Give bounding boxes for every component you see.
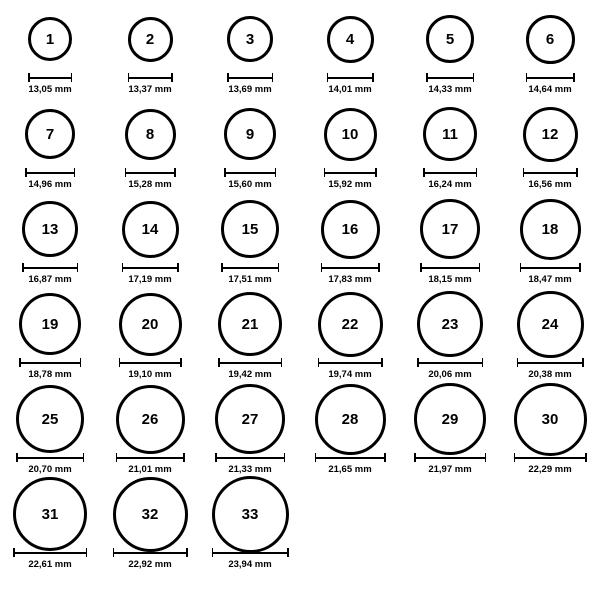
dimension-tick-right (579, 263, 581, 272)
dimension-tick-right (284, 453, 286, 462)
dimension-bar (426, 73, 474, 81)
diameter-value: 21,65 mm (328, 464, 372, 475)
dimension-tick-right (482, 358, 484, 367)
dimension-tick-right (582, 358, 584, 367)
dimension-bar (16, 453, 84, 461)
ring-circle (414, 383, 486, 455)
dimension-tick-left (218, 358, 220, 367)
ring-size-label: 22 (341, 315, 359, 333)
ring-circle (116, 385, 185, 454)
dimension-line (520, 267, 581, 269)
dimension-line (122, 267, 179, 269)
dimension-line (321, 267, 380, 269)
dimension-tick-left (420, 263, 422, 272)
dimension-tick-left (315, 453, 317, 462)
diameter-value: 20,70 mm (28, 464, 72, 475)
dimension-line (327, 77, 374, 79)
ring-size-label: 13 (41, 220, 59, 238)
dimension-tick-right (171, 73, 173, 82)
dimension-line (417, 362, 483, 364)
diameter-value: 14,64 mm (528, 84, 572, 95)
dimension-tick-left (324, 168, 326, 177)
dimension-line (221, 267, 279, 269)
dimension-tick-left (520, 263, 522, 272)
ring-circle-wrapper (116, 388, 185, 450)
ring-circle-wrapper (218, 293, 282, 355)
ring-circle-wrapper (28, 8, 72, 70)
ring-size-cell (500, 293, 600, 388)
dimension-bar (414, 453, 486, 461)
dimension-line (227, 77, 273, 79)
dimension-bar (212, 548, 289, 556)
dimension-line (212, 552, 289, 554)
dimension-tick-left (526, 73, 528, 82)
ring-size-cell (500, 198, 600, 293)
dimension-tick-right (384, 453, 386, 462)
ring-size-cell (100, 198, 200, 293)
ring-circle-wrapper (212, 483, 289, 545)
dimension-tick-left (16, 453, 18, 462)
ring-circle-wrapper (128, 8, 173, 70)
dimension-bar (128, 73, 173, 81)
dimension-tick-left (423, 168, 425, 177)
ring-size-cell (200, 293, 300, 388)
dimension-bar (517, 358, 584, 366)
dimension-tick-left (13, 548, 15, 557)
dimension-line (414, 457, 486, 459)
ring-circle-wrapper (227, 8, 273, 70)
diameter-value: 22,92 mm (128, 559, 172, 570)
ring-size-cell (200, 198, 300, 293)
ring-size-cell (100, 8, 200, 103)
dimension-bar (514, 453, 587, 461)
ring-size-cell (200, 8, 300, 103)
dimension-tick-left (122, 263, 124, 272)
ring-size-label: 15 (241, 220, 259, 238)
ring-size-cell (300, 388, 400, 483)
dimension-tick-right (375, 168, 377, 177)
ring-size-label: 3 (245, 30, 255, 48)
dimension-bar (321, 263, 380, 271)
dimension-tick-left (523, 168, 525, 177)
ring-circle (327, 16, 374, 63)
dimension-line (125, 172, 176, 174)
dimension-bar (423, 168, 477, 176)
dimension-tick-right (272, 73, 274, 82)
ring-size-label: 20 (141, 315, 159, 333)
ring-size-label: 5 (445, 30, 455, 48)
dimension-tick-right (186, 548, 188, 557)
ring-circle-wrapper (215, 388, 285, 450)
ring-circle (221, 200, 279, 258)
dimension-line (523, 172, 578, 174)
dimension-tick-left (321, 263, 323, 272)
dimension-line (13, 552, 87, 554)
dimension-tick-left (224, 168, 226, 177)
dimension-bar (324, 168, 377, 176)
diameter-value: 13,05 mm (28, 84, 72, 95)
dimension-tick-right (80, 358, 82, 367)
ring-circle (119, 293, 182, 356)
dimension-tick-right (287, 548, 289, 557)
ring-circle (523, 107, 578, 162)
dimension-tick-left (128, 73, 130, 82)
ring-circle (218, 292, 282, 356)
ring-size-label: 29 (441, 410, 459, 428)
dimension-tick-right (180, 358, 182, 367)
dimension-line (526, 77, 575, 79)
ring-circle (28, 17, 72, 61)
ring-circle-wrapper (19, 293, 81, 355)
ring-size-label: 16 (341, 220, 359, 238)
ring-size-cell (200, 388, 300, 483)
dimension-tick-right (86, 548, 88, 557)
dimension-tick-left (426, 73, 428, 82)
dimension-tick-right (378, 263, 380, 272)
ring-circle (321, 200, 380, 259)
ring-circle (16, 385, 84, 453)
ring-circle (25, 109, 75, 159)
dimension-tick-left (414, 453, 416, 462)
ring-size-label: 32 (141, 505, 159, 523)
ring-circle-wrapper (119, 293, 182, 355)
diameter-value: 17,19 mm (128, 274, 172, 285)
dimension-line (517, 362, 584, 364)
ring-size-cell (400, 103, 500, 198)
ring-size-cell (100, 388, 200, 483)
diameter-value: 13,37 mm (128, 84, 172, 95)
ring-circle-wrapper (414, 388, 486, 450)
dimension-line (19, 362, 81, 364)
dimension-line (324, 172, 377, 174)
ring-circle (417, 291, 483, 357)
dimension-bar (327, 73, 374, 81)
dimension-line (119, 362, 182, 364)
dimension-line (218, 362, 282, 364)
ring-circle-wrapper (221, 198, 279, 260)
ring-circle-wrapper (16, 388, 84, 450)
ring-circle (125, 109, 176, 160)
ring-size-cell (0, 198, 100, 293)
ring-size-label: 7 (45, 125, 55, 143)
ring-circle-wrapper (417, 293, 483, 355)
dimension-tick-left (119, 358, 121, 367)
diameter-value: 22,29 mm (528, 464, 572, 475)
diameter-value: 19,42 mm (228, 369, 272, 380)
dimension-bar (28, 73, 72, 81)
dimension-tick-left (327, 73, 329, 82)
ring-circle (315, 384, 386, 455)
ring-circle (215, 384, 285, 454)
diameter-value: 20,38 mm (528, 369, 572, 380)
ring-circle-wrapper (520, 198, 581, 260)
ring-size-cell (100, 103, 200, 198)
dimension-line (426, 77, 474, 79)
dimension-tick-right (473, 73, 475, 82)
diameter-value: 14,33 mm (428, 84, 472, 95)
diameter-value: 18,78 mm (28, 369, 72, 380)
ring-size-label: 6 (545, 30, 555, 48)
ring-circle-wrapper (13, 483, 87, 545)
dimension-line (113, 552, 188, 554)
dimension-line (116, 457, 185, 459)
dimension-bar (318, 358, 383, 366)
ring-circle-wrapper (523, 103, 578, 165)
ring-size-label: 28 (341, 410, 359, 428)
ring-size-cell (500, 103, 600, 198)
ring-size-label: 33 (241, 505, 259, 523)
ring-circle (526, 15, 575, 64)
ring-size-cell (400, 198, 500, 293)
dimension-bar (22, 263, 78, 271)
dimension-tick-right (573, 73, 575, 82)
dimension-tick-right (77, 263, 79, 272)
ring-size-cell (300, 8, 400, 103)
ring-circle-wrapper (315, 388, 386, 450)
dimension-tick-left (514, 453, 516, 462)
ring-size-cell (0, 293, 100, 388)
ring-size-label: 11 (442, 125, 458, 143)
ring-circle (227, 16, 273, 62)
ring-circle-wrapper (318, 293, 383, 355)
ring-size-cell (200, 103, 300, 198)
dimension-bar (218, 358, 282, 366)
dimension-tick-right (74, 168, 76, 177)
ring-circle (19, 293, 81, 355)
diameter-value: 22,61 mm (28, 559, 72, 570)
ring-size-label: 30 (541, 410, 559, 428)
dimension-tick-right (71, 73, 73, 82)
dimension-tick-left (215, 453, 217, 462)
ring-size-cell (200, 483, 300, 578)
ring-size-label: 18 (541, 220, 559, 238)
ring-size-label: 2 (145, 30, 155, 48)
dimension-line (315, 457, 386, 459)
dimension-tick-right (479, 263, 481, 272)
ring-circle-wrapper (423, 103, 477, 165)
ring-circle-wrapper (113, 483, 188, 545)
dimension-tick-left (221, 263, 223, 272)
ring-circle-wrapper (426, 8, 474, 70)
dimension-line (28, 77, 72, 79)
dimension-bar (113, 548, 188, 556)
diameter-value: 19,10 mm (128, 369, 172, 380)
ring-circle (520, 199, 581, 260)
dimension-line (215, 457, 285, 459)
dimension-tick-right (278, 263, 280, 272)
ring-circle (318, 292, 383, 357)
dimension-tick-left (113, 548, 115, 557)
dimension-bar (119, 358, 182, 366)
dimension-bar (224, 168, 276, 176)
dimension-tick-left (517, 358, 519, 367)
diameter-value: 18,15 mm (428, 274, 472, 285)
ring-circle-wrapper (125, 103, 176, 165)
dimension-tick-left (212, 548, 214, 557)
dimension-bar (315, 453, 386, 461)
dimension-tick-right (485, 453, 487, 462)
ring-circle-wrapper (420, 198, 480, 260)
ring-size-cell (400, 293, 500, 388)
dimension-tick-right (585, 453, 587, 462)
ring-size-label: 23 (441, 315, 459, 333)
ring-size-cell (300, 103, 400, 198)
ring-size-cell (100, 293, 200, 388)
ring-circle (514, 383, 587, 456)
ring-size-label: 1 (45, 30, 55, 48)
ring-circle (426, 15, 474, 63)
ring-circle-wrapper (514, 388, 587, 450)
dimension-tick-left (25, 168, 27, 177)
ring-circle-wrapper (327, 8, 374, 70)
dimension-tick-left (125, 168, 127, 177)
dimension-bar (116, 453, 185, 461)
ring-circle-wrapper (122, 198, 179, 260)
dimension-tick-left (19, 358, 21, 367)
ring-size-cell (0, 483, 100, 578)
dimension-tick-right (281, 358, 283, 367)
dimension-bar (25, 168, 75, 176)
ring-size-cell (0, 388, 100, 483)
diameter-value: 19,74 mm (328, 369, 372, 380)
diameter-value: 21,33 mm (228, 464, 272, 475)
dimension-line (420, 267, 480, 269)
dimension-tick-right (476, 168, 478, 177)
dimension-tick-right (177, 263, 179, 272)
dimension-bar (227, 73, 273, 81)
dimension-tick-right (576, 168, 578, 177)
dimension-tick-right (183, 453, 185, 462)
dimension-tick-right (381, 358, 383, 367)
dimension-tick-right (174, 168, 176, 177)
ring-circle-wrapper (517, 293, 584, 355)
dimension-line (318, 362, 383, 364)
diameter-value: 21,01 mm (128, 464, 172, 475)
dimension-tick-left (28, 73, 30, 82)
ring-size-label: 19 (41, 315, 59, 333)
dimension-bar (125, 168, 176, 176)
ring-circle-wrapper (321, 198, 380, 260)
ring-circle (113, 477, 188, 552)
diameter-value: 15,28 mm (128, 179, 172, 190)
ring-size-cell (100, 483, 200, 578)
ring-circle (122, 201, 179, 258)
diameter-value: 20,06 mm (428, 369, 472, 380)
ring-circle (13, 477, 87, 551)
dimension-bar (523, 168, 578, 176)
dimension-tick-left (22, 263, 24, 272)
ring-size-cell (400, 8, 500, 103)
ring-circle (128, 17, 173, 62)
ring-circle-wrapper (324, 103, 377, 165)
ring-size-cell (500, 388, 600, 483)
diameter-value: 23,94 mm (228, 559, 272, 570)
diameter-value: 18,47 mm (528, 274, 572, 285)
ring-size-label: 25 (41, 410, 59, 428)
ring-size-label: 21 (241, 315, 259, 333)
ring-circle (212, 476, 289, 553)
dimension-bar (13, 548, 87, 556)
diameter-value: 15,92 mm (328, 179, 372, 190)
ring-size-cell (0, 8, 100, 103)
ring-size-label: 27 (241, 410, 259, 428)
diameter-value: 21,97 mm (428, 464, 472, 475)
ring-circle (224, 108, 276, 160)
dimension-bar (122, 263, 179, 271)
diameter-value: 16,87 mm (28, 274, 72, 285)
dimension-line (224, 172, 276, 174)
ring-circle-wrapper (224, 103, 276, 165)
dimension-line (22, 267, 78, 269)
ring-size-label: 26 (141, 410, 159, 428)
diameter-value: 17,51 mm (228, 274, 272, 285)
ring-size-label: 14 (141, 220, 159, 238)
ring-circle (517, 291, 584, 358)
diameter-value: 13,69 mm (228, 84, 272, 95)
ring-size-label: 8 (145, 125, 155, 143)
diameter-value: 17,83 mm (328, 274, 372, 285)
diameter-value: 14,01 mm (328, 84, 372, 95)
dimension-tick-right (275, 168, 277, 177)
diameter-value: 14,96 mm (28, 179, 72, 190)
dimension-tick-right (372, 73, 374, 82)
dimension-bar (417, 358, 483, 366)
dimension-bar (420, 263, 480, 271)
dimension-line (128, 77, 173, 79)
dimension-tick-right (83, 453, 85, 462)
dimension-bar (520, 263, 581, 271)
ring-size-label: 10 (341, 125, 359, 143)
diameter-value: 15,60 mm (228, 179, 272, 190)
dimension-line (16, 457, 84, 459)
dimension-line (423, 172, 477, 174)
dimension-tick-left (116, 453, 118, 462)
ring-circle-wrapper (526, 8, 575, 70)
diameter-value: 16,24 mm (428, 179, 472, 190)
dimension-bar (526, 73, 575, 81)
dimension-line (25, 172, 75, 174)
ring-size-label: 12 (541, 125, 559, 143)
ring-circle (423, 107, 477, 161)
ring-size-label: 24 (541, 315, 559, 333)
ring-circle-wrapper (22, 198, 78, 260)
ring-circle (22, 201, 78, 257)
dimension-tick-left (318, 358, 320, 367)
dimension-bar (221, 263, 279, 271)
dimension-line (514, 457, 587, 459)
ring-size-label: 9 (245, 125, 255, 143)
ring-size-label: 4 (345, 30, 355, 48)
ring-size-cell (300, 198, 400, 293)
ring-circle (420, 199, 480, 259)
ring-circle-wrapper (25, 103, 75, 165)
ring-size-label: 17 (441, 220, 459, 238)
ring-circle (324, 108, 377, 161)
diameter-value: 16,56 mm (528, 179, 572, 190)
ring-size-cell (0, 103, 100, 198)
dimension-tick-left (227, 73, 229, 82)
dimension-bar (19, 358, 81, 366)
ring-size-cell (400, 388, 500, 483)
ring-size-cell (300, 293, 400, 388)
dimension-bar (215, 453, 285, 461)
ring-size-label: 31 (41, 505, 59, 523)
ring-size-cell (500, 8, 600, 103)
dimension-tick-left (417, 358, 419, 367)
